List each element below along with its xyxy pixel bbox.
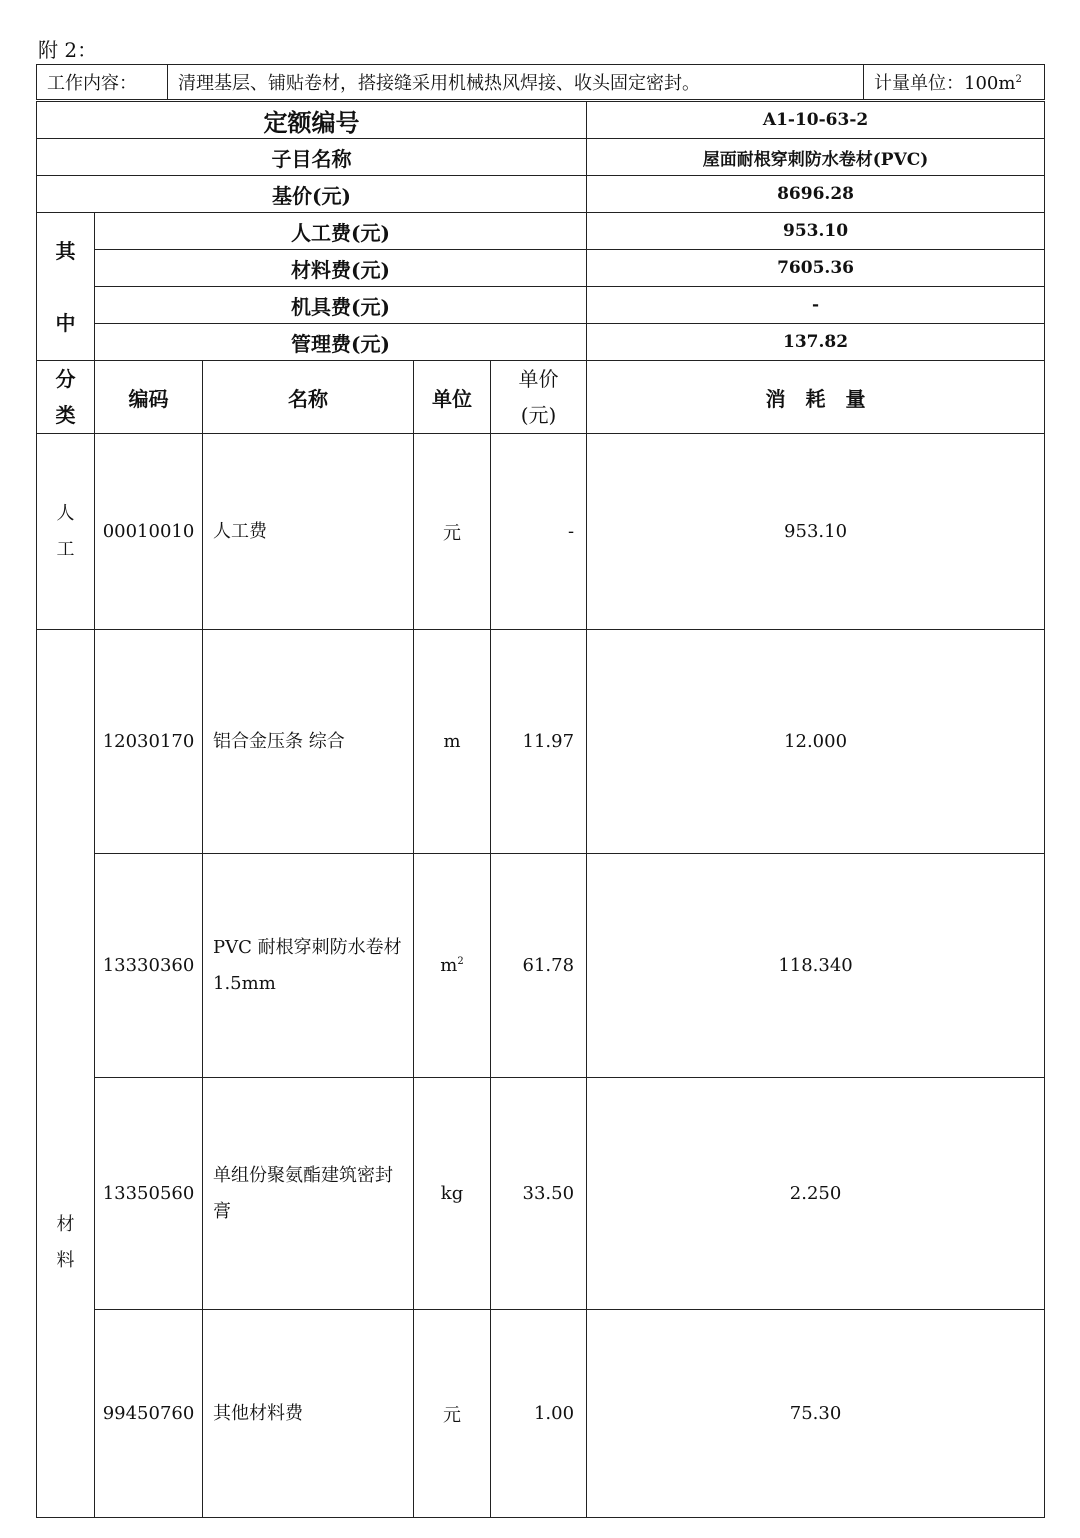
machine-cost-label: 机具费(元) <box>95 287 587 324</box>
table-row <box>37 854 1045 1078</box>
machine-cost-value: - <box>587 287 1045 324</box>
row-name: 铝合金压条 综合 <box>203 630 414 854</box>
row-qty: 2.250 <box>587 1078 1045 1310</box>
row-qty: 953.10 <box>587 434 1045 630</box>
table-row <box>37 434 1045 630</box>
row-unit: 元 <box>414 434 491 630</box>
qizhong-char-1: 其 <box>55 238 76 263</box>
row-price: 11.97 <box>491 630 587 854</box>
row-unit: m <box>414 630 491 854</box>
labor-cost-label: 人工费(元) <box>95 213 587 250</box>
base-price-label: 基价(元) <box>37 176 587 213</box>
row-unit: $m^2$ <box>414 854 491 1078</box>
row-name: 单组份聚氨酯建筑密封膏 <box>203 1078 414 1310</box>
measure-unit: 计量单位：$100m^2$ <box>864 65 1045 100</box>
row-qty: 118.340 <box>587 854 1045 1078</box>
name-header: 名称 <box>203 361 414 434</box>
consumption-header: 消 耗 量 <box>587 361 1045 434</box>
labor-cost-value: 953.10 <box>587 213 1045 250</box>
row-code: 13330360 <box>95 854 203 1078</box>
appendix-label: 附 2： <box>38 38 98 62</box>
row-name: 人工费 <box>203 434 414 630</box>
table-row <box>37 630 1045 854</box>
price-header: 单价 (元) <box>491 361 587 434</box>
row-code: 99450760 <box>95 1310 203 1518</box>
row-price: 1.00 <box>491 1310 587 1518</box>
item-name-value: 屋面耐根穿刺防水卷材(PVC) <box>587 139 1045 176</box>
row-code: 12030170 <box>95 630 203 854</box>
category-material: 材 料 <box>37 630 95 1518</box>
table-row <box>37 1078 1045 1310</box>
base-price-value: 8696.28 <box>587 176 1045 213</box>
row-name: PVC 耐根穿刺防水卷材 1.5mm <box>203 854 414 1078</box>
quota-no-label: 定额编号 <box>37 102 587 139</box>
work-content-text: 清理基层、铺贴卷材，搭接缝采用机械热风焊接、收头固定密封。 <box>168 65 864 100</box>
row-name: 其他材料费 <box>203 1310 414 1518</box>
work-content-label: 工作内容： <box>37 65 168 100</box>
qizhong-cell <box>37 213 95 361</box>
row-code: 00010010 <box>95 434 203 630</box>
code-header: 编码 <box>95 361 203 434</box>
row-code: 13350560 <box>95 1078 203 1310</box>
material-cost-value: 7605.36 <box>587 250 1045 287</box>
category-header: 分 类 <box>37 361 95 434</box>
row-price: - <box>491 434 587 630</box>
table-row <box>37 1310 1045 1518</box>
row-unit: 元 <box>414 1310 491 1518</box>
quota-table <box>36 101 1045 1518</box>
material-cost-label: 材料费(元) <box>95 250 587 287</box>
item-name-label: 子目名称 <box>37 139 587 176</box>
row-unit: kg <box>414 1078 491 1310</box>
management-cost-value: 137.82 <box>587 324 1045 361</box>
row-qty: 75.30 <box>587 1310 1045 1518</box>
category-labor: 人 工 <box>37 434 95 630</box>
quota-no-value: A1-10-63-2 <box>587 102 1045 139</box>
qizhong-char-2: 中 <box>55 310 76 335</box>
unit-header: 单位 <box>414 361 491 434</box>
row-price: 61.78 <box>491 854 587 1078</box>
row-price: 33.50 <box>491 1078 587 1310</box>
row-qty: 12.000 <box>587 630 1045 854</box>
work-content-table <box>36 64 1045 100</box>
management-cost-label: 管理费(元) <box>95 324 587 361</box>
